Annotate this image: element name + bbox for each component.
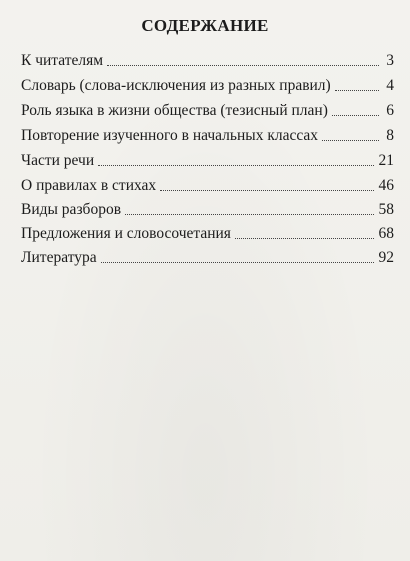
toc-entry-label: Роль языка в жизни общества (тезисный план) — [21, 102, 328, 119]
toc-entry-label: Виды разборов — [21, 201, 122, 218]
toc-entry-sentences — [21, 225, 394, 243]
toc-entry-label: Словарь (слова-исключения из разных правил) — [21, 77, 331, 94]
toc-dot-leader — [322, 140, 379, 141]
toc-entry-role-of-language — [21, 102, 394, 120]
toc-entry-types-of-analysis — [21, 201, 394, 219]
toc-entry-page: 58 — [378, 201, 394, 218]
toc-dot-leader — [335, 90, 379, 91]
toc-entry-label: Литература — [21, 249, 97, 266]
toc-entry-page: 3 — [386, 52, 394, 69]
toc-dot-leader — [107, 65, 379, 66]
toc-entry-review — [21, 127, 394, 145]
toc-dot-leader — [125, 214, 373, 215]
toc-entry-label: Предложения и словосочетания — [21, 225, 231, 242]
toc-entry-rules-in-verse — [21, 177, 394, 195]
toc-entry-page: 4 — [386, 77, 394, 94]
toc-entry-page: 21 — [378, 152, 394, 169]
toc-entry-page: 46 — [378, 177, 394, 194]
toc-entry-dictionary — [21, 77, 394, 95]
toc-entry-page: 6 — [386, 102, 394, 119]
toc-entry-literature — [21, 249, 394, 267]
toc-dot-leader — [332, 115, 379, 116]
toc-dot-leader — [98, 165, 373, 166]
toc-entry-label: К читателям — [21, 52, 104, 69]
toc-dot-leader — [160, 190, 373, 191]
toc-entry-label: Части речи — [21, 152, 95, 169]
toc-dot-leader — [235, 238, 374, 239]
toc-entry-label: О правилах в стихах — [21, 177, 157, 194]
toc-dot-leader — [101, 262, 374, 263]
toc-entry-page: 92 — [378, 249, 394, 266]
page-title: СОДЕРЖАНИЕ — [141, 16, 269, 35]
toc-entry-page: 8 — [386, 127, 394, 144]
toc-entry-parts-of-speech — [21, 152, 394, 170]
toc-entry-label: Повторение изученного в начальных классах — [21, 127, 319, 144]
toc-entry-to-readers — [21, 52, 394, 70]
toc-entry-page: 68 — [378, 225, 394, 242]
